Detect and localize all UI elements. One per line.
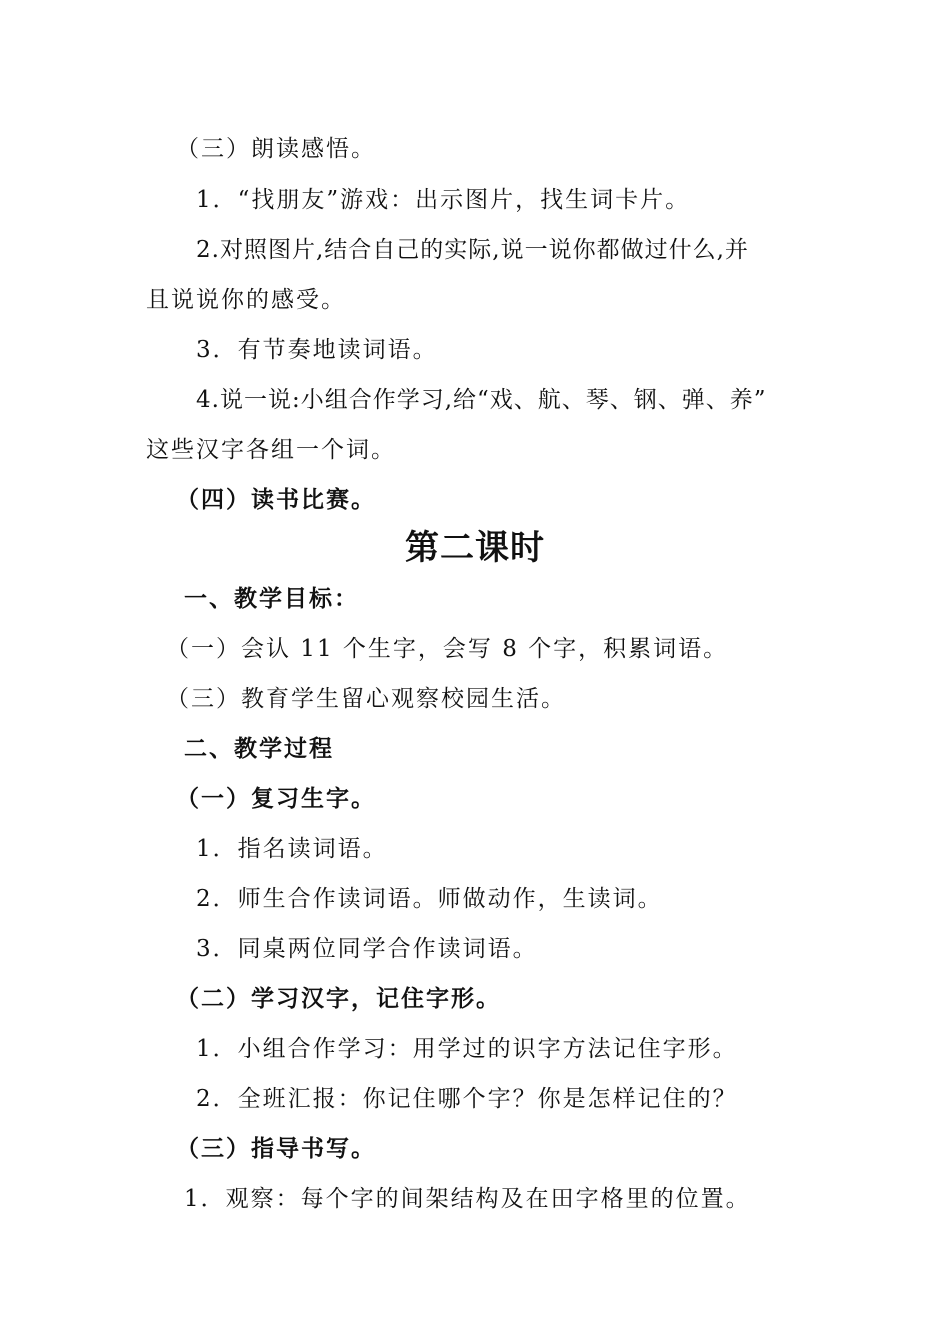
part-heading-review: （一）复习生字。 xyxy=(176,786,376,812)
list-item-group-words-line1: 4.说一说:小组合作学习,给“戏、航、琴、钢、弹、养” xyxy=(196,387,767,413)
section-heading-goals: 一、教学目标： xyxy=(184,586,359,612)
list-item-class-report: 2．全班汇报：你记住哪个字？你是怎样记住的？ xyxy=(196,1086,738,1112)
part-heading-learn-characters: （二）学习汉字，记住字形。 xyxy=(176,986,501,1012)
section-heading-reading: （三）朗读感悟。 xyxy=(176,136,376,162)
list-item-deskmates: 3．同桌两位同学合作读词语。 xyxy=(196,936,538,962)
list-item-observe-structure: 1．观察：每个字的间架结构及在田字格里的位置。 xyxy=(184,1186,751,1212)
list-item-find-friends: 1．“找朋友”游戏：出示图片，找生词卡片。 xyxy=(196,187,691,213)
section-heading-process: 二、教学过程 xyxy=(184,736,334,762)
list-item-group-words-line2: 这些汉字各组一个词。 xyxy=(146,437,396,463)
list-item-compare-pictures-line2: 且说说你的感受。 xyxy=(146,287,346,313)
page-title: 第二课时 xyxy=(405,528,545,568)
list-item-rhythm-reading: 3．有节奏地读词语。 xyxy=(196,337,438,363)
section-heading-reading-contest: （四）读书比赛。 xyxy=(176,487,376,513)
goal-item-observe: （三）教育学生留心观察校园生活。 xyxy=(166,686,566,712)
list-item-compare-pictures-line1: 2.对照图片,结合自己的实际,说一说你都做过什么,并 xyxy=(196,237,749,263)
part-heading-writing: （三）指导书写。 xyxy=(176,1136,376,1162)
goal-item-recognize: （一）会认 11 个生字，会写 8 个字，积累词语。 xyxy=(166,636,729,662)
list-item-teacher-student: 2．师生合作读词语。师做动作，生读词。 xyxy=(196,886,663,912)
list-item-read-by-name: 1．指名读词语。 xyxy=(196,836,388,862)
list-item-group-study: 1．小组合作学习：用学过的识字方法记住字形。 xyxy=(196,1036,738,1062)
